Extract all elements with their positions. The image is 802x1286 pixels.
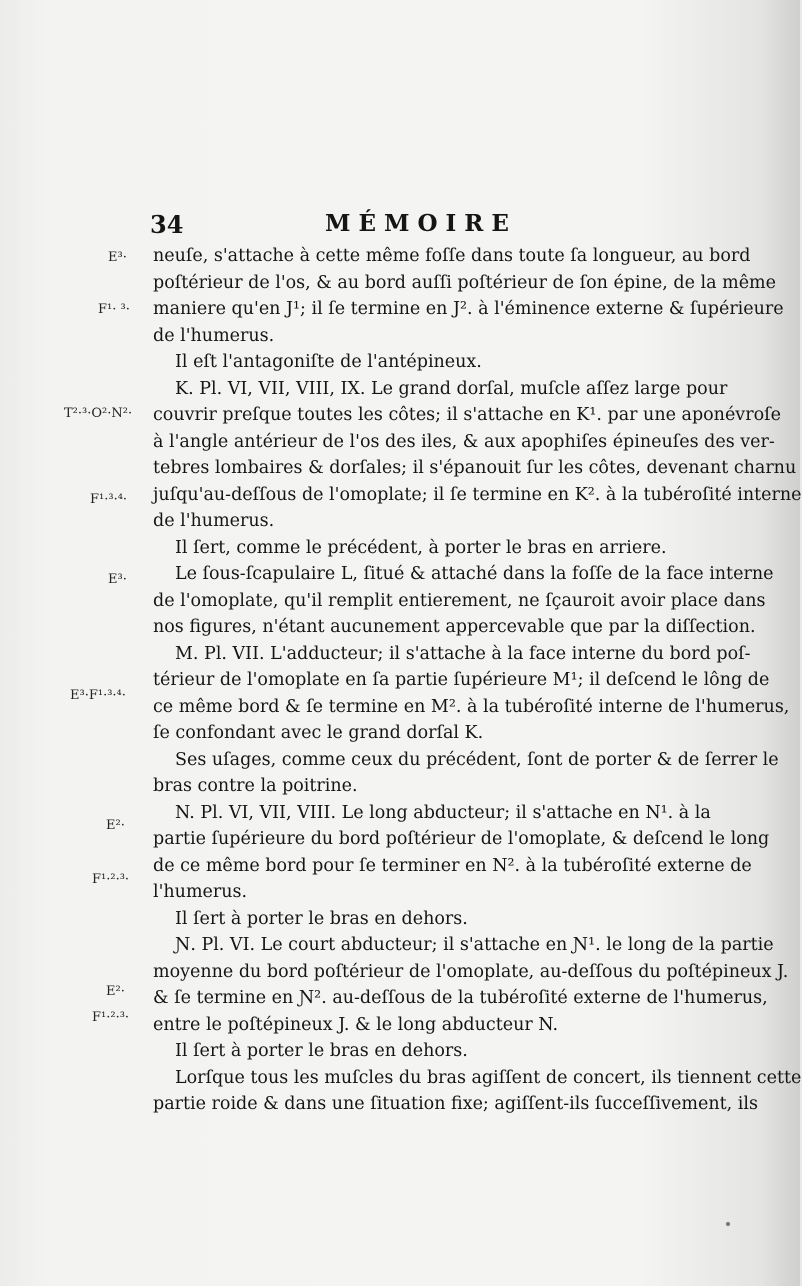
text-line: bras contre la poitrine. (153, 776, 358, 796)
body-text (153, 243, 802, 1118)
margin-note: E²· (106, 984, 125, 999)
margin-note: E³· (108, 250, 127, 265)
text-line: K. Pl. VI, VII, VIII, IX. Le grand dorſal, muſcle aſſez large pour (175, 378, 728, 399)
text-line: de l'humerus. (153, 325, 275, 346)
text-line: de ce même bord pour ſe terminer en N². à la tubéroſité externe de (153, 855, 752, 876)
text-line: juſqu'au-deſſous de l'omoplate; il ſe termine en K². à la tubéroſité interne (153, 484, 802, 505)
margin-note: F¹·²·³· (92, 872, 130, 887)
text-line: ce même bord & ſe termine en M². à la tubéroſité interne de l'humerus, (153, 696, 790, 717)
text-line: Il ſert à porter le bras en dehors. (175, 1041, 468, 1061)
text-line: Ɲ. Pl. VI. Le court abducteur; il s'attache en Ɲ¹. le long de la partie (175, 935, 774, 955)
text-line: moyenne du bord poſtérieur de l'omoplate, au-deſſous du poſtépineux J. (153, 961, 789, 982)
margin-note: E³·F¹·³·⁴· (70, 688, 126, 703)
margin-note: F¹·³·⁴· (90, 492, 128, 507)
text-line: N. Pl. VI, VII, VIII. Le long abducteur; il s'attache en N¹. à la (175, 802, 711, 823)
text-line: & ſe termine en Ɲ². au-deſſous de la tubéroſité externe de l'humerus, (153, 988, 768, 1008)
text-line: de l'omoplate, qu'il remplit entierement, ne ſçauroit avoir place dans (153, 590, 766, 611)
text-line: entre le poſtépineux J. & le long abducteur N. (153, 1014, 559, 1035)
margin-note: F¹·²·³· (92, 1010, 130, 1025)
text-line: Ses uſages, comme ceux du précédent, ſont de porter & de ſerrer le (175, 749, 779, 770)
text-line: l'humerus. (153, 882, 248, 902)
text-line: tebres lombaires & dorſales; il s'épanouit ſur les côtes, devenant charnu (153, 458, 797, 478)
text-line: partie roide & dans une ſituation fixe; agiſſent-ils ſucceſſivement, ils (153, 1094, 758, 1114)
page-header (150, 208, 710, 244)
text-line: Le ſous-ſcapulaire L, ſitué & attaché dans la foſſe de la face interne (175, 564, 774, 584)
text-line: de l'humerus. (153, 511, 275, 531)
text-line: ſe confondant avec le grand dorſal K. (153, 723, 484, 743)
text-line: maniere qu'en J¹; il ſe termine en J². à l'éminence externe & ſupérieure (153, 299, 784, 319)
margin-note: E³· (108, 572, 127, 587)
text-line: térieur de l'omoplate en ſa partie ſupérieure M¹; il deſcend le lông de (153, 670, 770, 690)
text-line: poſtérieur de l'os, & au bord auſſi poſtérieur de ſon épine, de la même (153, 272, 777, 293)
page-number: 34 (150, 210, 184, 239)
text-line: Il ſert, comme le précédent, à porter le bras en arriere. (175, 537, 667, 558)
text-line: Il ſert à porter le bras en dehors. (175, 908, 468, 929)
text-line: Lorſque tous les muſcles du bras agiſſent de concert, ils tiennent cette (175, 1067, 802, 1088)
margin-note: E²· (106, 818, 125, 833)
text-line: couvrir preſque toutes les côtes; il s'attache en K¹. par une aponévroſe (153, 405, 781, 425)
margin-note: T²·³·O²·N²· (64, 406, 133, 421)
running-title: MÉMOIRE (325, 210, 517, 237)
text-line: neuſe, s'attache à cette même foſſe dans toute ſa longueur, au bord (153, 246, 751, 266)
speck (726, 1222, 730, 1226)
text-line: à l'angle antérieur de l'os des iles, & aux apophiſes épineuſes des ver- (153, 431, 775, 452)
text-line: nos figures, n'étant aucunement appercevable que par la diſſection. (153, 617, 756, 637)
text-line: partie ſupérieure du bord poſtérieur de l'omoplate, & deſcend le long (153, 829, 770, 849)
text-line: M. Pl. VII. L'adducteur; il s'attache à la face interne du bord poſ- (175, 643, 751, 664)
text-line: Il eſt l'antagoniſte de l'antépineux. (175, 352, 482, 372)
margin-note: F¹· ³· (98, 302, 130, 317)
